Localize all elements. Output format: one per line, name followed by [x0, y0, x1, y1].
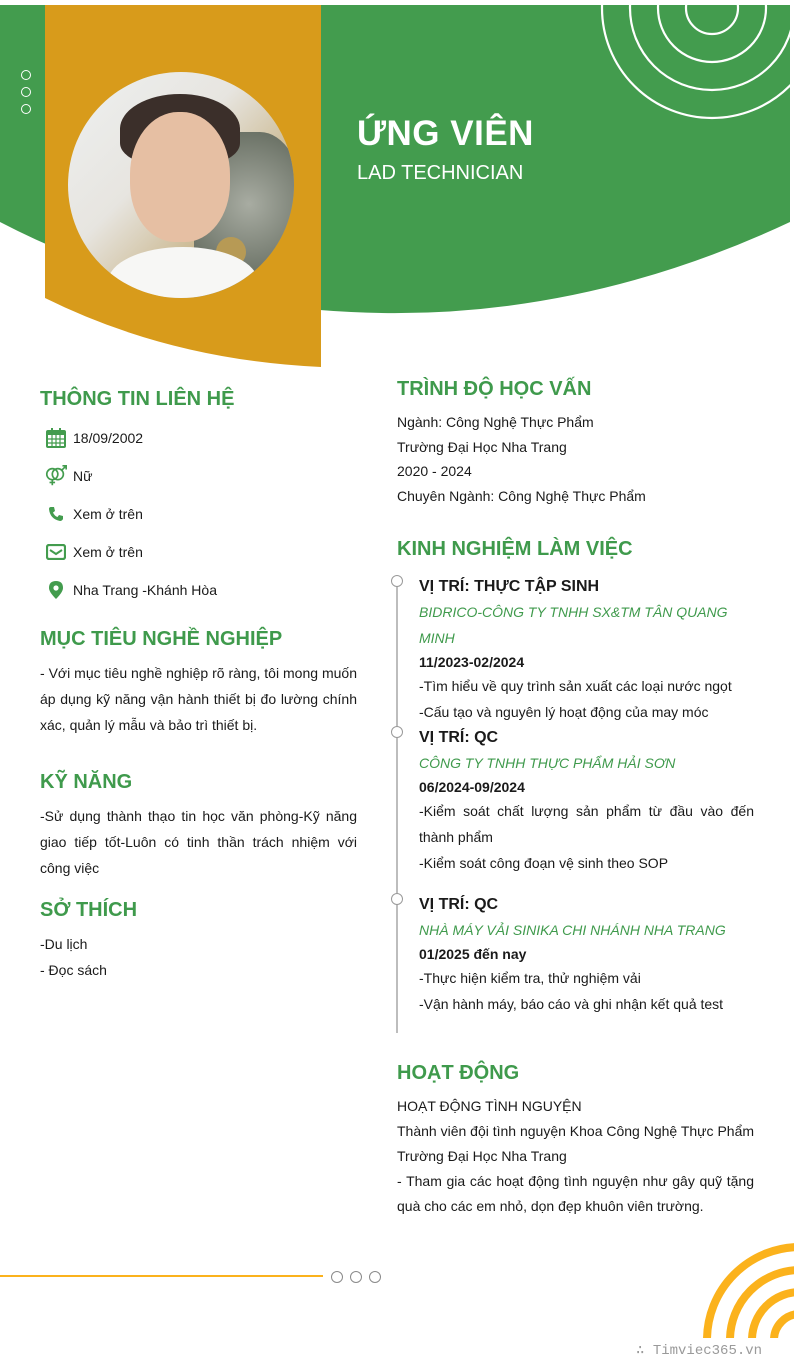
- contact-item-phone: [44, 502, 143, 526]
- timeline-dot-icon: [391, 575, 403, 587]
- contact-item-gender: [44, 464, 92, 488]
- footer-dots-decoration: [331, 1271, 381, 1283]
- job-company: BIDRICO-CÔNG TY TNHH SX&TM TÂN QUANG MINH: [419, 604, 728, 646]
- objective-section-title: MỤC TIÊU NGHỀ NGHIỆP: [40, 628, 283, 650]
- dot-icon: [369, 1271, 381, 1283]
- hobby-item: - Đọc sách: [40, 962, 107, 978]
- skills-section-title: KỸ NĂNG: [40, 771, 133, 793]
- phone-value[interactable]: Xem ở trên: [73, 506, 143, 522]
- decorative-dots: [21, 70, 31, 121]
- timeline-dot-icon: [391, 726, 403, 738]
- job-duty: -Thực hiện kiểm tra, thử nghiệm vải: [419, 970, 641, 986]
- job-duty: -Tìm hiểu về quy trình sản xuất các loại nước ngọt: [419, 678, 732, 694]
- hobbies-list: [40, 931, 107, 983]
- yellow-arcs-decoration: [690, 1240, 800, 1340]
- experience-section-title: KINH NGHIỆM LÀM VIỆC: [397, 538, 633, 560]
- dot-icon: [21, 104, 31, 114]
- job-duty: -Kiểm soát công đoạn vệ sinh theo SOP: [419, 855, 669, 871]
- contact-item-birthdate: [44, 426, 143, 450]
- contact-item-email: [44, 540, 143, 564]
- hobby-item: -Du lịch: [40, 936, 88, 952]
- contact-item-address: [44, 578, 217, 602]
- footer-divider: [0, 1275, 323, 1277]
- education-section-title: TRÌNH ĐỘ HỌC VẤN: [397, 378, 592, 400]
- job-position: VỊ TRÍ: QC: [419, 729, 499, 746]
- experience-item: [419, 575, 754, 725]
- job-period: 06/2024-09/2024: [419, 779, 525, 795]
- dot-icon: [331, 1271, 343, 1283]
- email-icon: [44, 540, 68, 564]
- job-position: VỊ TRÍ: THỰC TẬP SINH: [419, 578, 600, 595]
- job-period: 11/2023-02/2024: [419, 654, 525, 670]
- dot-icon: [21, 87, 31, 97]
- avatar: [68, 72, 294, 298]
- skills-text: -Sử dụng thành thạo tin học văn phòng-Kỹ năng giao tiếp tốt-Luôn có tinh thần trách nhiệm với công việc: [40, 808, 357, 876]
- location-pin-icon: [44, 578, 68, 602]
- activities-section-title: HOẠT ĐỘNG: [397, 1062, 520, 1084]
- job-company: NHÀ MÁY VẢI SINIKA CHI NHÁNH NHA TRANG: [419, 922, 726, 938]
- job-company: CÔNG TY TNHH THỰC PHẨM HẢI SƠN: [419, 755, 676, 771]
- activities-details: [397, 1094, 754, 1219]
- experience-item: [419, 893, 754, 1017]
- education-major: Ngành: Công Nghệ Thực Phẩm: [397, 414, 594, 430]
- birthdate-value: 18/09/2002: [73, 430, 144, 446]
- dot-icon: [350, 1271, 362, 1283]
- candidate-title: LAD TECHNICIAN: [357, 162, 524, 184]
- experience-timeline: [396, 578, 398, 1033]
- activity-line: - Tham gia các hoạt động tình nguyện như gây quỹ tặng quà cho các em nhỏ, dọn đẹp khuôn viên trường.: [397, 1173, 754, 1214]
- activity-line: Thành viên đội tình nguyện Khoa Công Nghệ Thực Phẩm Trường Đại Học Nha Trang: [397, 1123, 755, 1164]
- job-duty: -Kiểm soát chất lượng sản phẩm từ đầu vào đến thành phẩm: [419, 803, 754, 845]
- job-position: VỊ TRÍ: QC: [419, 896, 499, 913]
- dot-icon: [21, 70, 31, 80]
- calendar-icon: [44, 426, 68, 450]
- job-duty: -Vận hành máy, báo cáo và ghi nhận kết quả test: [419, 996, 724, 1012]
- education-years: 2020 - 2024: [397, 463, 472, 479]
- address-value: Nha Trang -Khánh Hòa: [73, 582, 217, 598]
- gender-value: Nữ: [73, 468, 93, 484]
- activity-heading: HOẠT ĐỘNG TÌNH NGUYỆN: [397, 1098, 582, 1114]
- hobbies-section-title: SỞ THÍCH: [40, 899, 138, 921]
- education-school: Trường Đại Học Nha Trang: [397, 438, 567, 455]
- contact-section-title: THÔNG TIN LIÊN HỆ: [40, 388, 235, 410]
- phone-icon: [44, 502, 68, 526]
- watermark-text: ∴ Timviec365.vn: [636, 1343, 763, 1359]
- job-period: 01/2025 đến nay: [419, 946, 527, 962]
- candidate-name: ỨNG VIÊN: [357, 114, 534, 153]
- gender-icon: [44, 464, 68, 488]
- education-details: [397, 410, 646, 508]
- email-value[interactable]: Xem ở trên: [73, 544, 143, 560]
- experience-item: [419, 726, 754, 876]
- education-specialization: Chuyên Ngành: Công Nghệ Thực Phẩm: [397, 487, 646, 504]
- objective-text: - Với mục tiêu nghề nghiệp rõ ràng, tôi mong muốn áp dụng kỹ năng vận hành thiết bị đo lường chính xác, quản lý mẫu và bảo trì thiết bị.: [40, 665, 357, 733]
- timeline-dot-icon: [391, 893, 403, 905]
- job-duty: -Cấu tạo và nguyên lý hoạt động của may móc: [419, 704, 709, 720]
